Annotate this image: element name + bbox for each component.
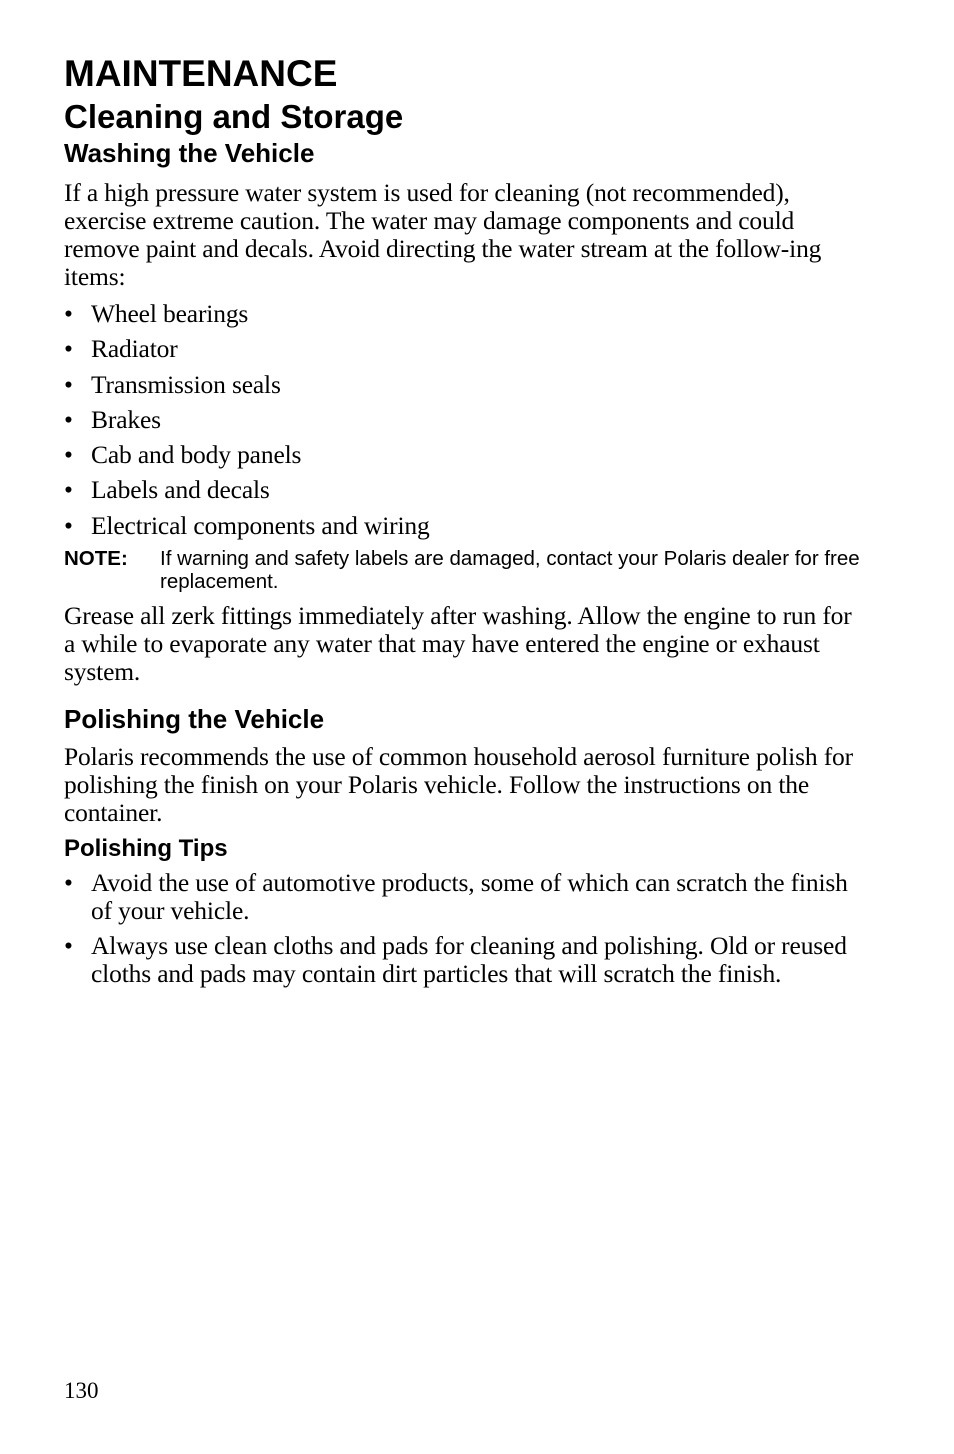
note-block: [64, 547, 864, 593]
subsection-title: Cleaning and Storage: [64, 98, 404, 135]
washing-intro-paragraph: If a high pressure water system is used for cleaning (not recommended), exercise extreme caution. The water may damage components and could remove paint and decals. Avoid directing the water stream at the follow-ing items:: [64, 178, 822, 291]
after-washing-paragraph: Grease all zerk fittings immediately after washing. Allow the engine to run for a while to evaporate any water that may have entered the engine or exhaust system.: [64, 601, 852, 687]
note-text: If warning and safety labels are damaged, contact your Polaris dealer for free replacement.: [160, 547, 860, 594]
bullet-glyph: •: [64, 510, 73, 540]
list-item-text: Labels and decals: [91, 475, 270, 505]
list-item: [64, 476, 864, 504]
list-item: [64, 335, 864, 363]
list-item: [64, 869, 864, 925]
bullet-glyph: •: [64, 868, 73, 898]
list-item: [64, 371, 864, 399]
bullet-glyph: •: [64, 440, 73, 470]
washing-avoid-list: [64, 300, 864, 540]
bullet-glyph: •: [64, 299, 73, 328]
list-item: [64, 300, 864, 328]
list-item-text: Cab and body panels: [91, 440, 302, 470]
polishing-tips-heading: Polishing Tips: [64, 835, 228, 863]
list-item-text: Wheel bearings: [91, 299, 249, 328]
list-item-text: Avoid the use of automotive products, some of which can scratch the finish of your vehicle.: [91, 868, 848, 926]
bullet-glyph: •: [64, 404, 73, 434]
list-item-text: Electrical components and wiring: [91, 510, 430, 540]
bullet-glyph: •: [64, 931, 73, 961]
list-item: [64, 512, 864, 540]
list-item: [64, 932, 864, 988]
bullet-glyph: •: [64, 369, 73, 399]
bullet-glyph: •: [64, 475, 73, 505]
list-item-text: Always use clean cloths and pads for cleaning and polishing. Old or reused cloths and pads may contain dirt particles that will scratch the finish.: [91, 931, 847, 989]
section-title: MAINTENANCE: [64, 53, 338, 94]
polishing-heading: Polishing the Vehicle: [64, 704, 325, 735]
list-item-text: Transmission seals: [91, 369, 281, 399]
manual-page: [64, 52, 864, 995]
list-item-text: Brakes: [91, 404, 161, 434]
list-item: [64, 441, 864, 469]
note-label: NOTE:: [64, 547, 128, 571]
page-number: 130: [64, 1378, 99, 1403]
polishing-tips-list: [64, 869, 864, 988]
bullet-glyph: •: [64, 334, 73, 364]
list-item: [64, 406, 864, 434]
washing-heading: Washing the Vehicle: [64, 138, 315, 168]
list-item-text: Radiator: [91, 334, 178, 364]
polishing-intro-paragraph: Polaris recommends the use of common household aerosol furniture polish for polishing the finish on your Polaris vehicle. Follow the instructions on the container.: [64, 742, 853, 828]
